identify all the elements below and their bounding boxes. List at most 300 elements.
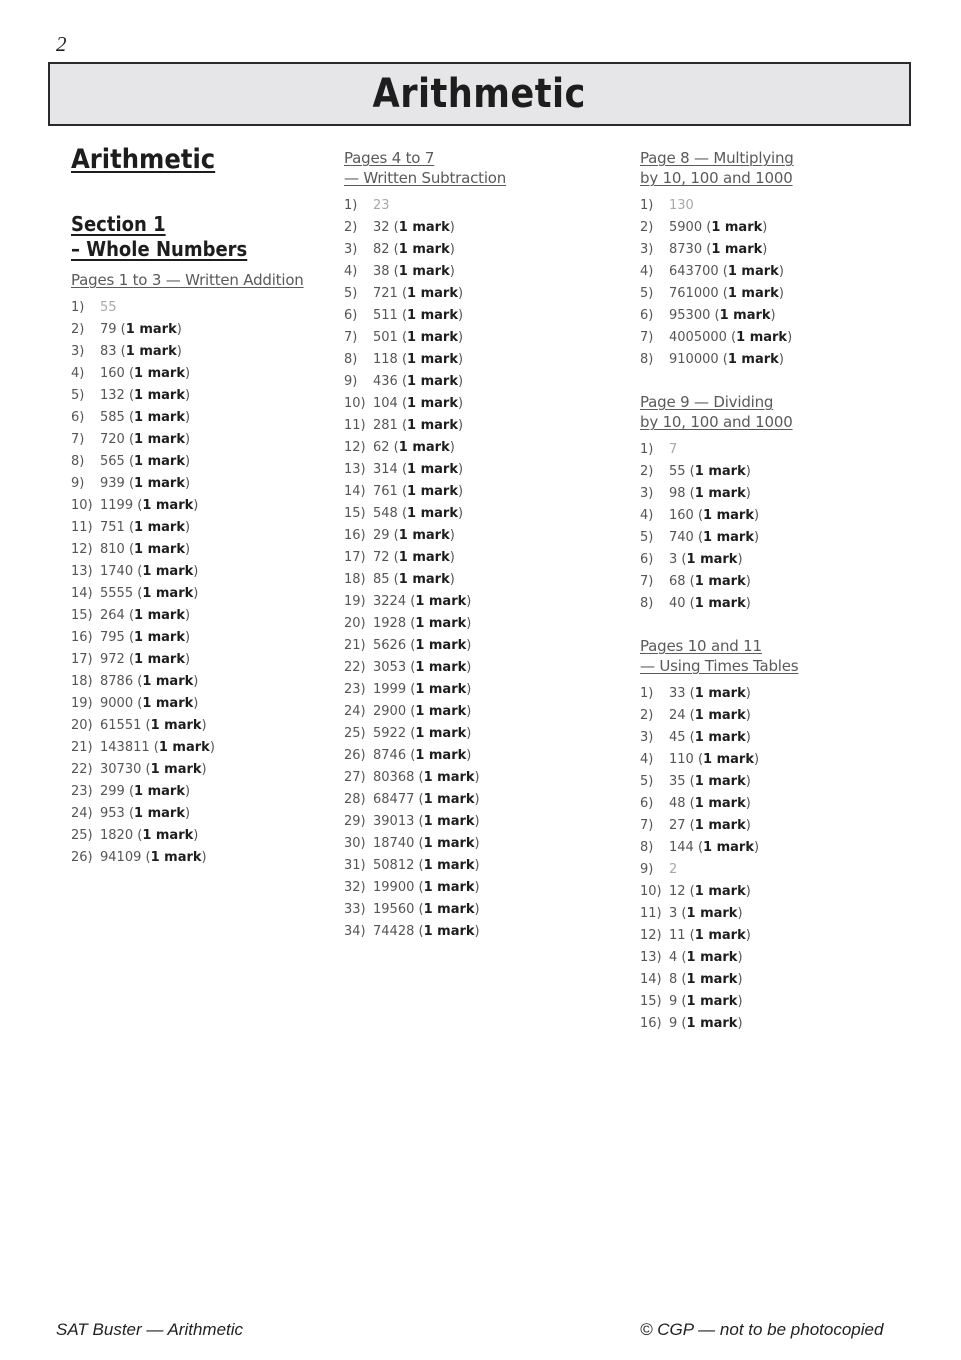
answer-item [640,683,900,705]
question-number: 1) [71,300,85,315]
question-number: 23) [344,682,366,697]
question-number: 1) [640,442,654,457]
answer-value: 3053 [373,660,407,675]
answer-value: 5626 [373,638,407,653]
mark-allocation: (1 mark) [389,242,455,257]
answer-value: 721 [373,286,398,301]
question-number: 7) [344,330,358,345]
answer-item [71,825,331,847]
answer-value: 1999 [373,682,407,697]
question-number: 12) [344,440,366,455]
answer-value: 511 [373,308,398,323]
question-number: 20) [71,718,93,733]
mark-allocation: (1 mark) [702,220,768,235]
answer-item [640,439,900,461]
question-number: 1) [640,686,654,701]
answer-item [71,803,331,825]
mark-allocation: (1 mark) [389,572,455,587]
mark-allocation: (1 mark) [406,682,472,697]
mark-allocation: (1 mark) [397,462,464,477]
question-number: 7) [640,818,654,833]
mark-allocation: (1 mark) [685,928,751,943]
answer-item [640,749,900,771]
answer-value: 740 [669,530,694,545]
mark-allocation: (1 mark) [397,330,464,345]
question-number: 16) [71,630,93,645]
footer-book-title: SAT Buster — Arithmetic [56,1320,244,1339]
question-number: 7) [640,330,654,345]
group-title: Page 8 — Multiplying by 10, 100 and 1000 [640,149,794,187]
worked-example-answer: 130 [669,198,694,213]
answer-value: 72 [373,550,390,565]
question-number: 1) [344,198,358,213]
answer-item [640,593,900,615]
answer-item [344,261,604,283]
question-number: 8) [344,352,358,367]
answer-value: 4 [669,950,678,965]
answer-item [71,363,331,385]
question-number: 24) [71,806,93,821]
answer-value: 82 [373,242,390,257]
question-number: 6) [640,308,654,323]
question-number: 2) [344,220,358,235]
answer-value: 68477 [373,792,415,807]
answer-item [344,635,604,657]
question-number: 12) [71,542,93,557]
worked-example-answer: 23 [373,198,390,213]
answer-item [71,693,331,715]
answer-item [71,671,331,693]
footer-copyright: © CGP — not to be photocopied [640,1320,884,1339]
question-number: 11) [344,418,366,433]
mark-allocation: (1 mark) [389,528,455,543]
answer-item [71,605,331,627]
group-title: Pages 10 and 11 — Using Times Tables [640,637,799,675]
question-number: 25) [71,828,93,843]
answer-item [344,393,604,415]
section-heading [71,212,321,262]
mark-allocation: (1 mark) [133,696,199,711]
mark-allocation: (1 mark) [397,374,464,389]
answer-value: 104 [373,396,398,411]
question-number: 4) [640,752,654,767]
question-number: 1) [640,198,654,213]
question-number: 5) [344,286,358,301]
mark-allocation: (1 mark) [389,220,455,235]
question-number: 15) [640,994,662,1009]
mark-allocation: (1 mark) [414,770,480,785]
answer-group [640,636,900,1035]
answer-item [344,283,604,305]
mark-allocation: (1 mark) [693,752,760,767]
mark-allocation: (1 mark) [397,484,464,499]
question-number: 17) [71,652,93,667]
answer-item [640,837,900,859]
question-number: 11) [71,520,93,535]
answer-item [344,569,604,591]
mark-allocation: (1 mark) [133,828,199,843]
mark-allocation: (1 mark) [124,652,191,667]
answer-value: 1199 [100,498,134,513]
question-number: 7) [71,432,85,447]
question-number: 10) [344,396,366,411]
question-number: 4) [344,264,358,279]
mark-allocation: (1 mark) [397,308,464,323]
answer-value: 8 [669,972,678,987]
answer-value: 585 [100,410,125,425]
answer-item [640,505,900,527]
answer-value: 19900 [373,880,415,895]
answer-value: 972 [100,652,125,667]
answer-value: 32 [373,220,390,235]
answer-value: 95300 [669,308,711,323]
answer-item [344,217,604,239]
mark-allocation: (1 mark) [124,608,191,623]
page-number: 2 [56,32,67,56]
answer-value: 50812 [373,858,415,873]
answer-value: 33 [669,686,686,701]
mark-allocation: (1 mark) [124,410,191,425]
question-number: 26) [344,748,366,763]
answer-value: 5900 [669,220,703,235]
answer-value: 3224 [373,594,407,609]
question-number: 8) [71,454,85,469]
question-number: 4) [640,264,654,279]
mark-allocation: (1 mark) [397,418,464,433]
answer-value: 45 [669,730,686,745]
mark-allocation: (1 mark) [406,660,472,675]
question-number: 5) [640,286,654,301]
chapter-title: Arithmetic [372,71,587,117]
mark-allocation: (1 mark) [677,950,743,965]
mark-allocation: (1 mark) [414,836,480,851]
question-number: 3) [71,344,85,359]
answer-list [640,195,900,371]
question-number: 5) [640,530,654,545]
mark-allocation: (1 mark) [414,924,480,939]
question-number: 4) [640,508,654,523]
answer-value: 118 [373,352,398,367]
question-number: 11) [640,906,662,921]
answer-value: 3 [669,906,678,921]
answer-item [640,881,900,903]
answer-item [344,657,604,679]
answer-value: 9 [669,994,678,1009]
answer-item [71,517,331,539]
answer-item [344,481,604,503]
answer-value: 144 [669,840,694,855]
mark-allocation: (1 mark) [397,506,464,521]
answer-value: 264 [100,608,125,623]
answer-item [640,195,900,217]
answer-value: 720 [100,432,125,447]
question-number: 10) [640,884,662,899]
answer-item [71,495,331,517]
answer-item [344,789,604,811]
mark-allocation: (1 mark) [685,686,751,701]
answer-item [71,627,331,649]
mark-allocation: (1 mark) [124,476,191,491]
mark-allocation: (1 mark) [124,366,191,381]
mark-allocation: (1 mark) [389,440,455,455]
answer-value: 160 [100,366,125,381]
answer-item [71,429,331,451]
answer-value: 643700 [669,264,719,279]
answer-value: 4005000 [669,330,727,345]
answer-item [640,925,900,947]
question-number: 2) [640,220,654,235]
answer-value: 35 [669,774,686,789]
answer-value: 751 [100,520,125,535]
question-number: 15) [71,608,93,623]
answer-item [71,561,331,583]
answer-group [71,270,331,869]
answer-list [640,683,900,1035]
answer-group [344,148,604,943]
answer-item [71,847,331,869]
mark-allocation: (1 mark) [718,286,784,301]
answer-list [344,195,604,943]
answer-item [344,899,604,921]
answer-value: 436 [373,374,398,389]
question-number: 22) [71,762,93,777]
question-number: 31) [344,858,366,873]
question-number: 21) [344,638,366,653]
answer-value: 61551 [100,718,142,733]
question-number: 25) [344,726,366,741]
question-number: 10) [71,498,93,513]
answer-item [344,811,604,833]
mark-allocation: (1 mark) [414,814,480,829]
answer-item [344,415,604,437]
mark-allocation: (1 mark) [677,906,743,921]
answer-item [640,815,900,837]
mark-allocation: (1 mark) [685,884,751,899]
answer-value: 910000 [669,352,719,367]
mark-allocation: (1 mark) [124,630,191,645]
answer-item [640,903,900,925]
answer-item [344,833,604,855]
answer-item [640,549,900,571]
mark-allocation: (1 mark) [677,972,743,987]
answer-item [344,239,604,261]
answer-item [344,437,604,459]
question-number: 29) [344,814,366,829]
answer-value: 48 [669,796,686,811]
mark-allocation: (1 mark) [414,880,480,895]
worked-example-answer: 7 [669,442,678,457]
answer-item [344,723,604,745]
answer-item [71,583,331,605]
group-title: Page 9 — Dividing by 10, 100 and 1000 [640,393,793,431]
answer-item [71,649,331,671]
answer-value: 761 [373,484,398,499]
question-number: 9) [71,476,85,491]
answer-item [71,759,331,781]
question-number: 22) [344,660,366,675]
mark-allocation: (1 mark) [406,726,472,741]
answer-item [344,525,604,547]
mark-allocation: (1 mark) [124,454,191,469]
mark-allocation: (1 mark) [124,542,191,557]
mark-allocation: (1 mark) [685,796,751,811]
mark-allocation: (1 mark) [141,850,207,865]
question-number: 32) [344,880,366,895]
question-number: 7) [640,574,654,589]
answer-item [71,341,331,363]
mark-allocation: (1 mark) [124,806,191,821]
answer-value: 160 [669,508,694,523]
answer-item [344,855,604,877]
answer-group [640,392,900,615]
answer-item [344,767,604,789]
question-number: 6) [640,552,654,567]
question-number: 20) [344,616,366,631]
mark-allocation: (1 mark) [677,552,743,567]
question-number: 12) [640,928,662,943]
question-number: 8) [640,596,654,611]
mark-allocation: (1 mark) [133,674,199,689]
question-number: 30) [344,836,366,851]
answer-value: 79 [100,322,117,337]
mark-allocation: (1 mark) [141,762,207,777]
answer-item [344,745,604,767]
mark-allocation: (1 mark) [133,586,199,601]
answer-value: 5922 [373,726,407,741]
question-number: 13) [71,564,93,579]
mark-allocation: (1 mark) [116,322,182,337]
question-number: 16) [640,1016,662,1031]
answer-item [640,859,900,881]
section-heading-line2: – Whole Numbers [71,237,248,261]
mark-allocation: (1 mark) [693,508,760,523]
answer-value: 810 [100,542,125,557]
answer-item [344,701,604,723]
mark-allocation: (1 mark) [414,858,480,873]
mark-allocation: (1 mark) [685,730,751,745]
answer-value: 80368 [373,770,415,785]
mark-allocation: (1 mark) [685,774,751,789]
answer-item [71,539,331,561]
mark-allocation: (1 mark) [124,432,191,447]
question-number: 6) [71,410,85,425]
answer-item [640,305,900,327]
question-number: 5) [640,774,654,789]
answer-value: 30730 [100,762,142,777]
answer-item [640,1013,900,1035]
mark-allocation: (1 mark) [389,264,455,279]
answer-value: 110 [669,752,694,767]
question-number: 18) [344,572,366,587]
answer-value: 8746 [373,748,407,763]
mark-allocation: (1 mark) [124,520,191,535]
question-number: 3) [640,242,654,257]
answer-item [640,969,900,991]
answer-item [344,679,604,701]
answer-item [71,319,331,341]
answer-item [344,327,604,349]
answer-value: 281 [373,418,398,433]
mark-allocation: (1 mark) [397,396,464,411]
answer-item [344,371,604,393]
answer-value: 83 [100,344,117,359]
answer-value: 27 [669,818,686,833]
answer-value: 2900 [373,704,407,719]
question-number: 14) [640,972,662,987]
question-number: 17) [344,550,366,565]
answer-value: 62 [373,440,390,455]
answer-item [344,921,604,943]
mark-allocation: (1 mark) [397,352,464,367]
answer-item [71,297,331,319]
question-number: 6) [640,796,654,811]
question-number: 14) [344,484,366,499]
answer-item [640,571,900,593]
answer-value: 39013 [373,814,415,829]
question-number: 4) [71,366,85,381]
question-number: 19) [344,594,366,609]
question-number: 9) [344,374,358,389]
answer-value: 29 [373,528,390,543]
mark-allocation: (1 mark) [124,388,191,403]
answer-item [71,473,331,495]
mark-allocation: (1 mark) [685,596,751,611]
answer-item [71,385,331,407]
question-number: 8) [640,840,654,855]
question-number: 6) [344,308,358,323]
mark-allocation: (1 mark) [685,708,751,723]
answer-item [640,705,900,727]
mark-allocation: (1 mark) [414,902,480,917]
answer-value: 548 [373,506,398,521]
question-number: 19) [71,696,93,711]
answer-item [344,877,604,899]
question-number: 16) [344,528,366,543]
question-number: 3) [344,242,358,257]
mark-allocation: (1 mark) [133,498,199,513]
answer-item [640,771,900,793]
mark-allocation: (1 mark) [406,748,472,763]
answer-item [344,349,604,371]
answer-value: 1928 [373,616,407,631]
answer-item [344,613,604,635]
question-number: 13) [640,950,662,965]
worked-example-answer: 55 [100,300,117,315]
question-number: 2) [640,708,654,723]
mark-allocation: (1 mark) [133,564,199,579]
mark-allocation: (1 mark) [710,308,776,323]
answer-value: 98 [669,486,686,501]
mark-allocation: (1 mark) [406,616,472,631]
answer-value: 11 [669,928,686,943]
answer-value: 24 [669,708,686,723]
answer-item [71,407,331,429]
mark-allocation: (1 mark) [726,330,793,345]
question-number: 21) [71,740,93,755]
answer-list [640,439,900,615]
answer-item [640,793,900,815]
mark-allocation: (1 mark) [685,464,751,479]
answer-group [640,148,900,371]
section-heading-line1: Section 1 [71,212,166,236]
mark-allocation: (1 mark) [406,704,472,719]
answer-item [344,305,604,327]
question-number: 33) [344,902,366,917]
mark-allocation: (1 mark) [685,486,751,501]
mark-allocation: (1 mark) [693,530,760,545]
answer-list [71,297,331,869]
answer-value: 40 [669,596,686,611]
